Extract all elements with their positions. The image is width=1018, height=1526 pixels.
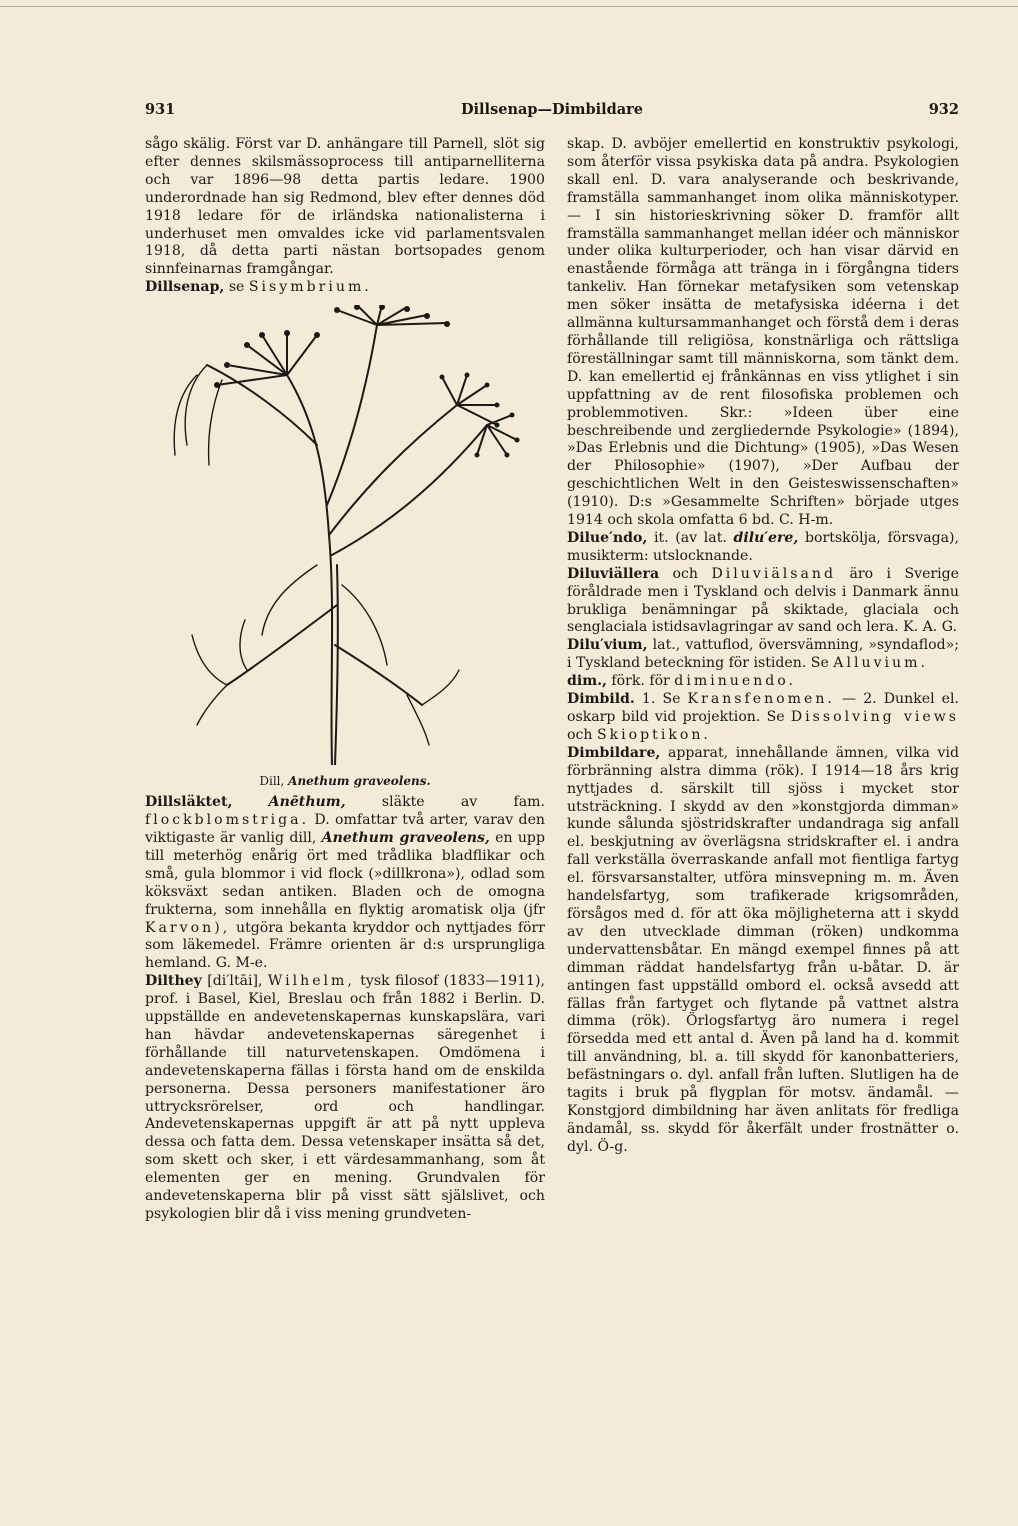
- entry-dimbildare: [567, 745, 959, 1157]
- species-name: Anethum graveolens,: [321, 829, 490, 846]
- article-continued: skap. D. avböjer emellertid en konstruktiv psykologi, som återför vissa psykiska data på andra. Psykologien skall enl. D. vara analyserande och beskrivande, framställa sammanhanget inom olika människotyper. — I sin historieskrivning söker D. framför allt framställa sammanhanget mellan idéer och människor under olika kulturperioder, och han visar därvid en enastående förmåga att tränga in i förgångna tiders tankeliv. Han förnekar metafysiken som vetenskap men söker insätta de metafysiska idéerna i det allmänna kultursammanhanget och förstå dem i deras förhållande till religiösa, konstnärliga och rättsliga föreställningar samt till människorna, som tänkt dem. D. kan emellertid ej frånkännas en viss ytlighet i sin uppfattning av de rent filosofiska problemen och problemmotiven. Skr.: »Ideen über eine beschreibende und zergliedernde Psykologie» (1894), »Das Erlebnis und die Dichtung» (1905), »Das Wesen der Philosophie» (1907), »Der Aufbau der geschichtlichen Welt in den Geisteswissenschaften» (1910). D:s »Gesammelte Schriften» började utges 1914 och skola omfatta 6 bd. C. H-m.: [567, 136, 959, 529]
- entry-text: apparat, innehållande ämnen, vilka vid förbränning alstra dimma (rök). I 1914—18 års krig nyttjades d. särskilt till sjöss i mycket stor utsträckning. I skydd av den »konstgjorda dimman» kunde sålunda sjöstridskrafter undandraga sig anfall el. beskjutning av överlägsna stridskrafter el. i andra fall verkställa överraskande anfall mot fientliga fartyg el. försvarsanstalter, utföra minsvepning m. m. Även handelsfartyg, som trafikerade krigsområden, försågos med d. för att öka möjligheterna att i skydd av den utvecklade dimman (röken) undkomma undervattensbåtar. En mängd exempel finnes på att dimman räddat handelsfartyg från u-båtar. D. är antingen fast uppställd ombord el. också avsedd att fällas från fartyget och flytande på vattnet alstra dimma (rök). Örlogsfartyg äro numera i regel försedda med ett antal d. Även på land ha d. kommit till användning, bl. a. till skydd för kanonbatteriers, befästningars o. dyl. anfall från luften. Slutligen ha de tagits i bruk på flygplan för motsv. ändamål. — Konstgjord dimbildning har även anlitats för fredliga ändamål, ss. skydd för åkerfält under frostnätter o. dyl. Ö-g.: [567, 744, 959, 1155]
- entry-headword: Diluviällera: [567, 565, 660, 582]
- entry-text: utgöra bekanta kryddor och nyttjades förr som läkemedel. Främre orienten är d:s ursprungliga hemland. G. M-e.: [145, 919, 546, 972]
- pronunciation: [di′ltāi],: [207, 973, 263, 990]
- entry-headword: Dimbild.: [567, 691, 635, 708]
- entry-text: släkte av fam.: [381, 794, 545, 811]
- left-column: [145, 136, 545, 1224]
- entry-headword: Dilue′ndo,: [567, 529, 648, 546]
- cross-reference: Alluvium.: [833, 655, 928, 672]
- page-number-left: 931: [145, 101, 176, 118]
- cross-reference: Diluviälsand: [711, 565, 836, 582]
- caption-latin-name: Anethum graveolens.: [288, 774, 431, 789]
- latin-word: dilu′ere,: [733, 529, 799, 546]
- entry-text: 1. Se: [641, 691, 681, 708]
- entry-text: och: [672, 565, 699, 582]
- entry-headword: Dillsläktet,: [145, 794, 233, 811]
- entry-text: bortskölja, försvaga), musikterm: utslocknande.: [567, 529, 960, 564]
- page-title: Dillsenap—Dimbildare: [460, 101, 644, 118]
- entry-text: — 2. Dunkel el. oskarp bild vid projektion. Se: [567, 691, 959, 725]
- see-text: se: [228, 279, 245, 296]
- entry-dillslaktet: [145, 794, 545, 973]
- cross-reference: Kransfenomen.: [687, 691, 835, 708]
- person-name: Wilhelm,: [267, 973, 355, 990]
- cross-reference: Karvon),: [145, 919, 231, 936]
- article-continued: sågo skälig. Först var D. anhängare till Parnell, slöt sig efter dennes skilsmässoprocess till antiparnelliterna och var 1896—98 detta partis ledare. 1900 underordnade han sig Redmond, blev efter dennes död 1918 ledare för de irländska nationalisterna i underhuset men omvaldes icke vid parlamentsvalen 1918, då detta parti nästan bortsopades genom sinnfeinarnas framgångar.: [145, 136, 545, 278]
- cross-reference: Skioptikon.: [596, 726, 711, 743]
- page-header: [145, 101, 959, 121]
- entry-headword: dim.,: [567, 673, 607, 690]
- entry-text: äro i Sverige föråldrade men i Tyskland och delvis i Danmark ännu brukliga benämningar på skiktade, glaciala och senglaciala istidsavlagringar av sand och lera. K. A. G.: [567, 565, 960, 636]
- cross-reference: flockblomstriga.: [145, 812, 310, 829]
- right-column: [567, 136, 959, 1157]
- entry-headword: Dillsenap,: [145, 279, 225, 296]
- top-rule: [0, 6, 1018, 7]
- entry-dim: [567, 673, 959, 691]
- entry-dilthey: [145, 973, 545, 1224]
- dill-plant-drawing: [167, 305, 523, 765]
- caption-prefix: Dill,: [259, 774, 285, 789]
- cross-reference: Sisymbrium.: [248, 279, 372, 296]
- entry-text: förk. för: [611, 673, 670, 690]
- entry-diluendo: [567, 530, 959, 566]
- entry-headword: Dimbildare,: [567, 744, 661, 761]
- entry-dimbild: [567, 691, 959, 745]
- cross-reference: Dissolving views: [790, 709, 959, 725]
- entry-text: och: [567, 726, 593, 743]
- cross-reference: diminuendo.: [674, 673, 797, 690]
- entry-diluvium: [567, 637, 959, 673]
- entry-text: en upp till meterhög enårig ört med trådlika bladflikar och små, gula blommor i vid flock (»dillkrona»), odlad som köksväxt sedan antiken. Bladen och de omogna frukterna, som innehålla en flyktig aromatisk olja (jfr: [145, 829, 545, 918]
- entry-text: it. (av lat.: [653, 529, 727, 546]
- figure-caption: [145, 773, 545, 791]
- entry-headword: Dilthey: [145, 973, 202, 990]
- entry-dillsenap: [145, 279, 545, 297]
- genus-name: Anēthum,: [268, 794, 346, 811]
- entry-text: D. omfattar två arter, varav den viktigaste är vanlig dill,: [145, 812, 545, 846]
- entry-diluviallera: [567, 566, 959, 638]
- entry-text: tysk filosof (1833—1911), prof. i Basel, Kiel, Breslau och från 1882 i Berlin. D. uppställde en andevetenskapernas kunskapslära, vari han hävdar andevetenskapernas säregenhet i förhållande till naturvetenskapen. Omdömena i andevetenskaperna fällas i första hand om de enskilda personerna. Dessa personers manifestationer äro uttrycksrörelser, ord och handlingar. Andevetenskapernas uppgift är att på nytt uppleva dessa och fatta dem. Dessa vetenskaper insätta så det, som skett och sker, i ett värdesammanhang, som åt elementen ger en mening. Grundvalen för andevetenskaperna blir på visst sätt själslivet, och psykologien blir då i viss mening grundveten-: [145, 973, 545, 1222]
- dill-illustration: [145, 305, 545, 791]
- page-number-right: 932: [928, 101, 959, 118]
- entry-text: lat., vattuflod, översvämning, »syndaflod»; i Tyskland beteckning för istiden. Se: [567, 637, 959, 672]
- entry-headword: Dilu′vium,: [567, 637, 648, 654]
